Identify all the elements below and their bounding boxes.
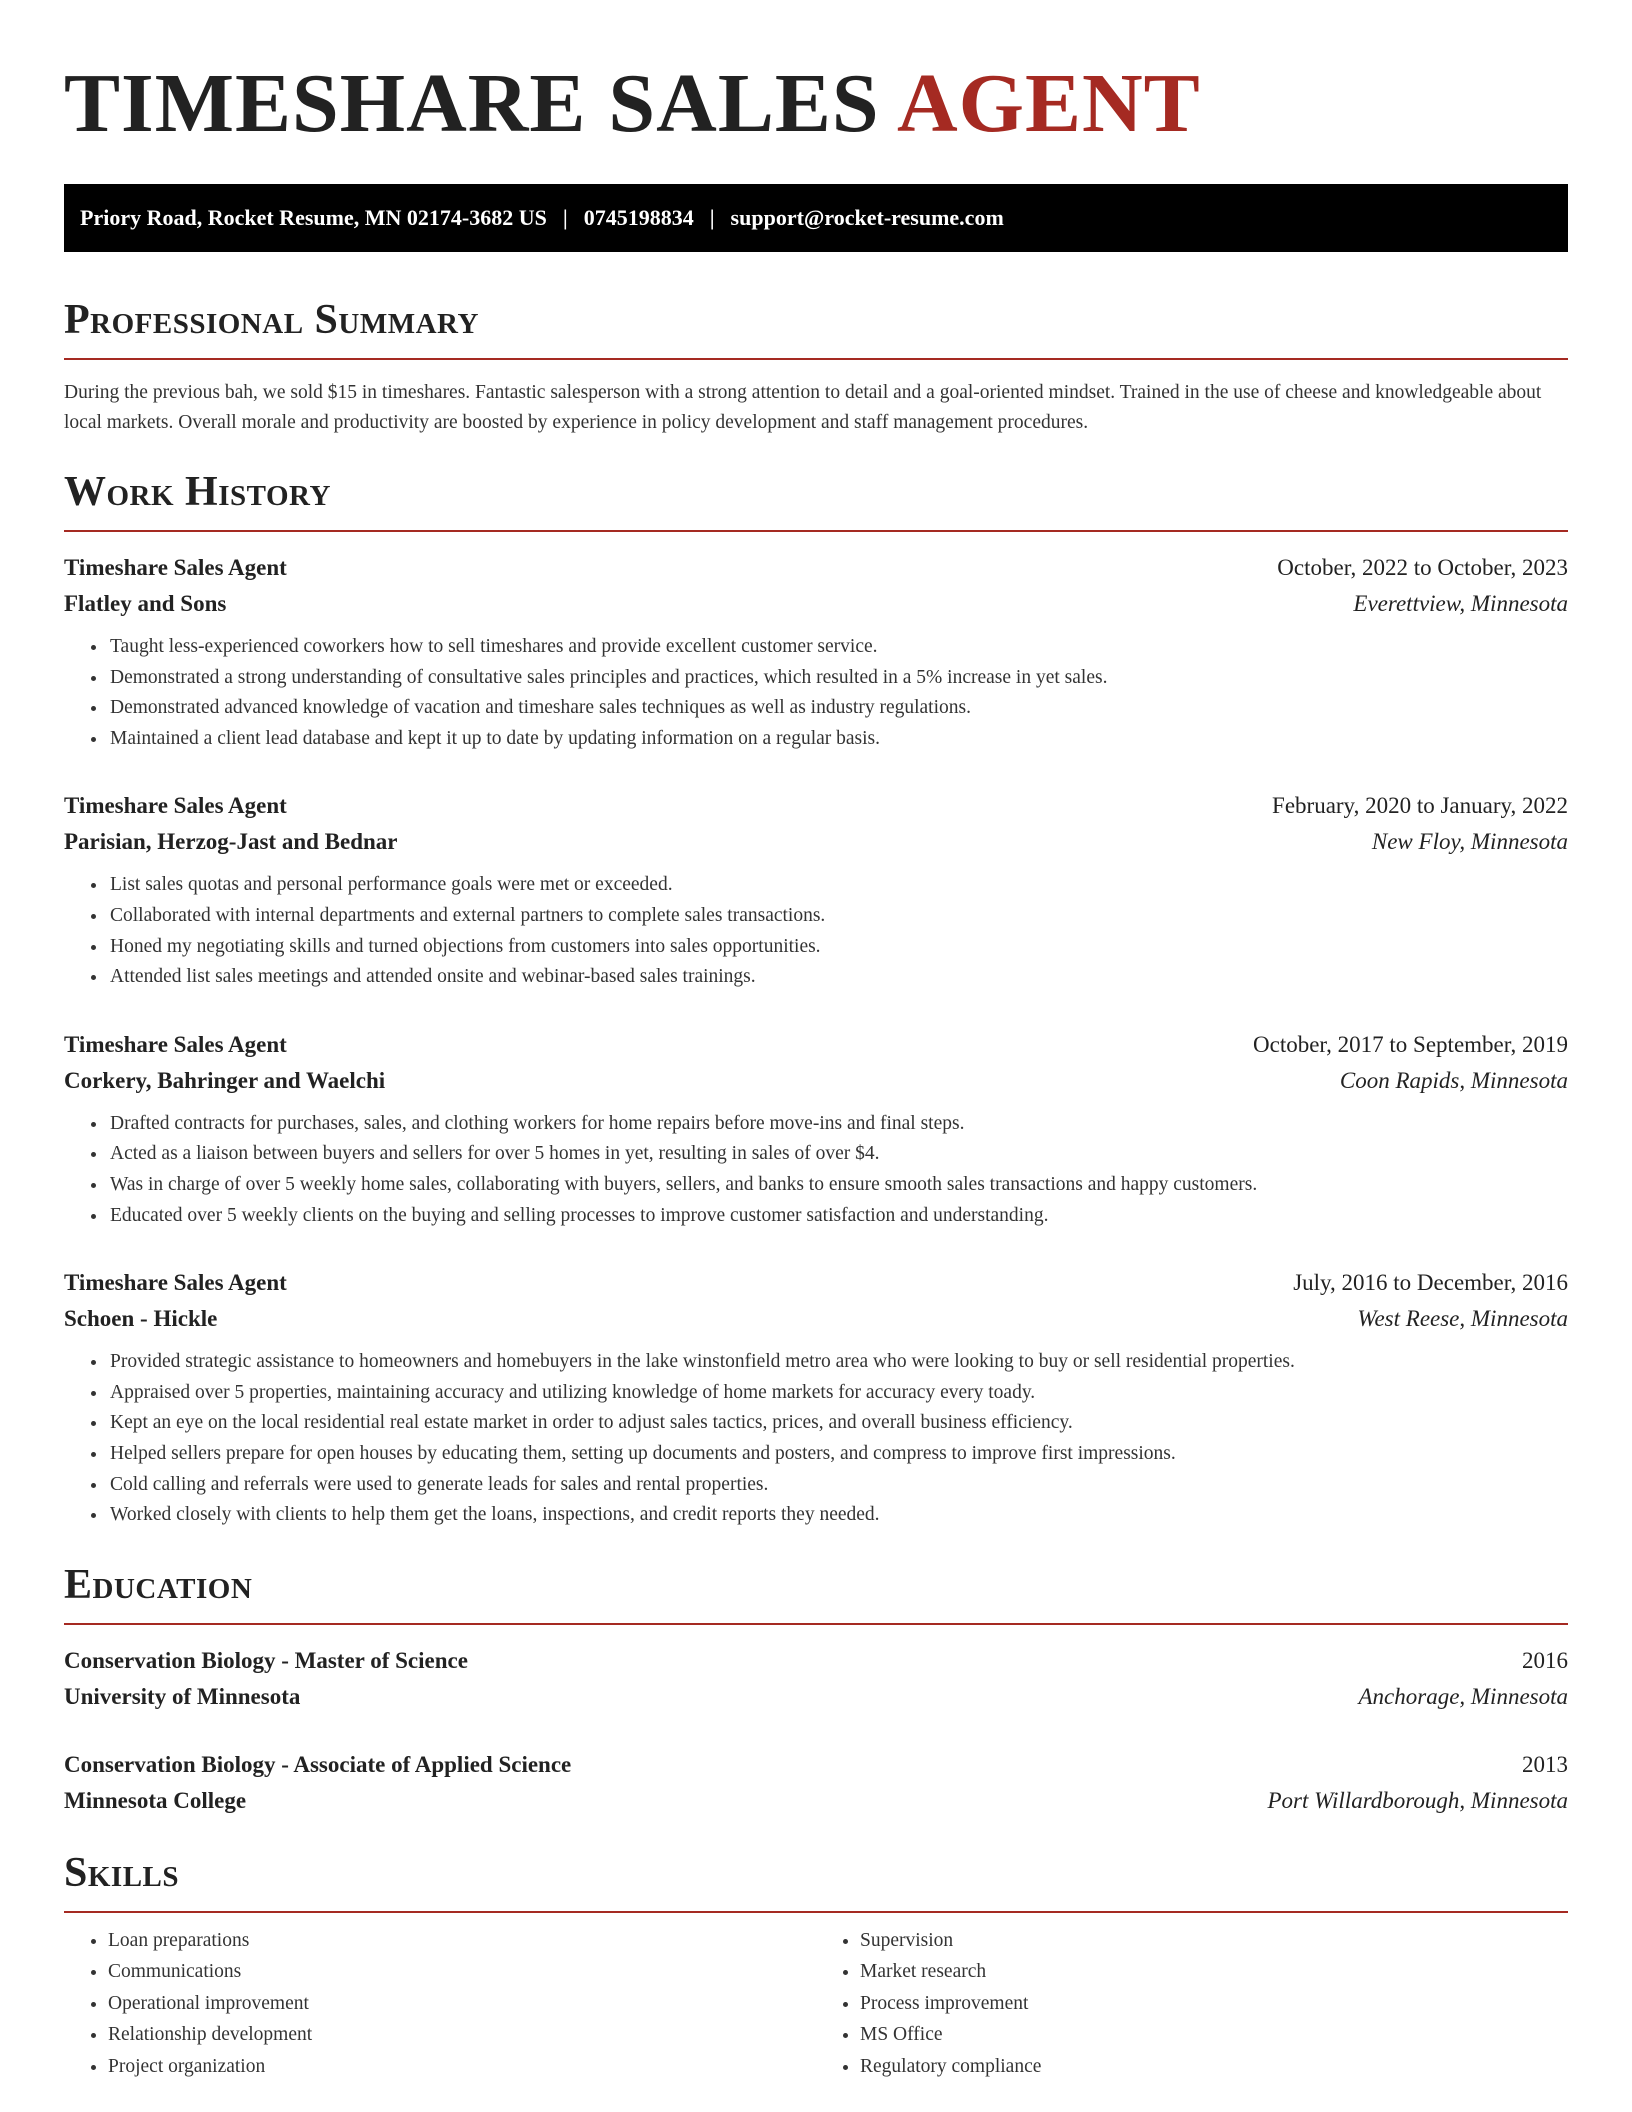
job-header-row [64,788,1568,824]
list-item: • Worked closely with clients to help them get the loans, inspections, and credit reports they needed. [108,1500,1568,1531]
skill-item: • Process improvement [860,1988,1568,2020]
job-bullets [64,632,1568,754]
education-header-row [64,1643,1568,1679]
education-year: 2013 [1522,1751,1568,1777]
education-entry [64,1747,1568,1819]
skill-item: • Operational improvement [108,1988,816,2020]
section-heading: Work History [64,468,1568,532]
job-company: Schoen - Hickle [64,1306,218,1332]
skill-item: • Regulatory compliance [860,2051,1568,2083]
job-dates: October, 2017 to September, 2019 [1253,1031,1568,1057]
list-item: • Demonstrated advanced knowledge of vacation and timeshare sales techniques as well as industry regulations. [108,693,1568,724]
skills-column-left [64,1925,816,2083]
list-item: • Appraised over 5 properties, maintaining accuracy and utilizing knowledge of home markets for accuracy every toady. [108,1378,1568,1409]
skill-item: • MS Office [860,2019,1568,2051]
list-item: • Drafted contracts for purchases, sales, and clothing workers for home repairs before move-ins and final steps. [108,1109,1568,1140]
skill-item: • Communications [108,1956,816,1988]
job-entry [64,788,1568,992]
job-company: Flatley and Sons [64,591,227,616]
job-role: Timeshare Sales Agent [64,555,287,580]
skill-item: • Market research [860,1956,1568,1988]
skill-item: • Project organization [108,2051,816,2083]
education-school: Minnesota College [64,1787,247,1813]
summary-section [64,296,1568,438]
job-header-row [64,1265,1568,1301]
job-location: Everettview, Minnesota [1353,591,1568,616]
title-main: TIMESHARE SALES [64,57,880,150]
education-school: University of Minnesota [64,1683,301,1709]
job-role: Timeshare Sales Agent [64,1031,287,1057]
job-company-row [64,1301,1568,1337]
education-degree: Conservation Biology - Associate of Applied Science [64,1751,572,1777]
job-bullets [64,1347,1568,1531]
contact-bar [64,184,1568,252]
skills-grid [64,1925,1568,2083]
job-company: Corkery, Bahringer and Waelchi [64,1067,386,1093]
education-entry [64,1643,1568,1715]
job-location: New Floy, Minnesota [1371,829,1568,855]
education-location: Anchorage, Minnesota [1358,1683,1568,1709]
job-dates: October, 2022 to October, 2023 [1277,555,1568,580]
skill-item: • Supervision [860,1925,1568,1957]
list-item: • Maintained a client lead database and kept it up to date by updating information on a regular basis. [108,724,1568,755]
list-item: • Educated over 5 weekly clients on the buying and selling processes to improve customer satisfaction and understanding. [108,1201,1568,1232]
education-school-row [64,1783,1568,1819]
education-school-row [64,1679,1568,1715]
contact-email: support@rocket-resume.com [730,205,1004,230]
education-location: Port Willardborough, Minnesota [1267,1787,1568,1813]
contact-separator: | [709,205,715,230]
contact-address: Priory Road, Rocket Resume, MN 02174-3682 US [80,205,547,230]
list-item: • Was in charge of over 5 weekly home sales, collaborating with buyers, sellers, and banks to ensure smooth sales transactions and happy customers. [108,1170,1568,1201]
job-company-row [64,1063,1568,1099]
education-year: 2016 [1522,1647,1568,1673]
job-header-row [64,1027,1568,1063]
job-bullets [64,870,1568,992]
job-role: Timeshare Sales Agent [64,1270,287,1296]
list-item: • Taught less-experienced coworkers how to sell timeshares and provide excellent customer service. [108,632,1568,663]
summary-text: During the previous bah, we sold $15 in timeshares. Fantastic salesperson with a strong attention to detail and a goal-oriented mindset. Trained in the use of cheese and knowledgeable about local markets. Overall morale and productivity are boosted by experience in policy development and staff management procedures. [64,382,1542,433]
job-company: Parisian, Herzog-Jast and Bednar [64,829,398,855]
skill-item: • Relationship development [108,2019,816,2051]
list-item: • Kept an eye on the local residential real estate market in order to adjust sales tactics, prices, and overall business efficiency. [108,1408,1568,1439]
list-item: • Collaborated with internal departments and external partners to complete sales transactions. [108,901,1568,932]
job-dates: July, 2016 to December, 2016 [1293,1270,1568,1296]
education-header-row [64,1747,1568,1783]
list-item: • Provided strategic assistance to homeowners and homebuyers in the lake winstonfield metro area who were looking to buy or sell residential properties. [108,1347,1568,1378]
list-item: • Attended list sales meetings and attended onsite and webinar-based sales trainings. [108,962,1568,993]
contact-separator: | [562,205,568,230]
job-entry [64,1265,1568,1531]
list-item: • Honed my negotiating skills and turned objections from customers into sales opportunities. [108,932,1568,963]
list-item: • Cold calling and referrals were used to generate leads for sales and rental properties. [108,1470,1568,1501]
job-bullets [64,1109,1568,1231]
job-role: Timeshare Sales Agent [64,793,287,819]
section-heading: Professional Summary [64,296,1568,360]
job-entry [64,1027,1568,1231]
section-heading: Education [64,1561,1568,1625]
section-heading: Skills [64,1849,1568,1913]
education-degree: Conservation Biology - Master of Science [64,1647,468,1673]
work-history-section [64,468,1568,1531]
list-item: • Acted as a liaison between buyers and sellers for over 5 homes in yet, resulting in sales of over $4. [108,1139,1568,1170]
list-item: • List sales quotas and personal performance goals were met or exceeded. [108,870,1568,901]
job-company-row [64,586,1568,622]
skills-column-right [816,1925,1568,2083]
contact-phone: 0745198834 [583,205,694,230]
skills-section [64,1849,1568,2083]
education-section [64,1561,1568,1819]
job-company-row [64,824,1568,860]
list-item: • Helped sellers prepare for open houses by educating them, setting up documents and posters, and compress to improve first impressions. [108,1439,1568,1470]
list-item: • Demonstrated a strong understanding of consultative sales principles and practices, which resulted in a 5% increase in yet sales. [108,663,1568,694]
job-dates: February, 2020 to January, 2022 [1272,793,1568,819]
job-header-row [64,550,1568,586]
job-location: West Reese, Minnesota [1357,1306,1568,1332]
title-accent: AGENT [896,57,1201,150]
job-entry [64,550,1568,754]
resume-title [64,56,1568,152]
job-location: Coon Rapids, Minnesota [1339,1067,1568,1093]
skill-item: • Loan preparations [108,1925,816,1957]
